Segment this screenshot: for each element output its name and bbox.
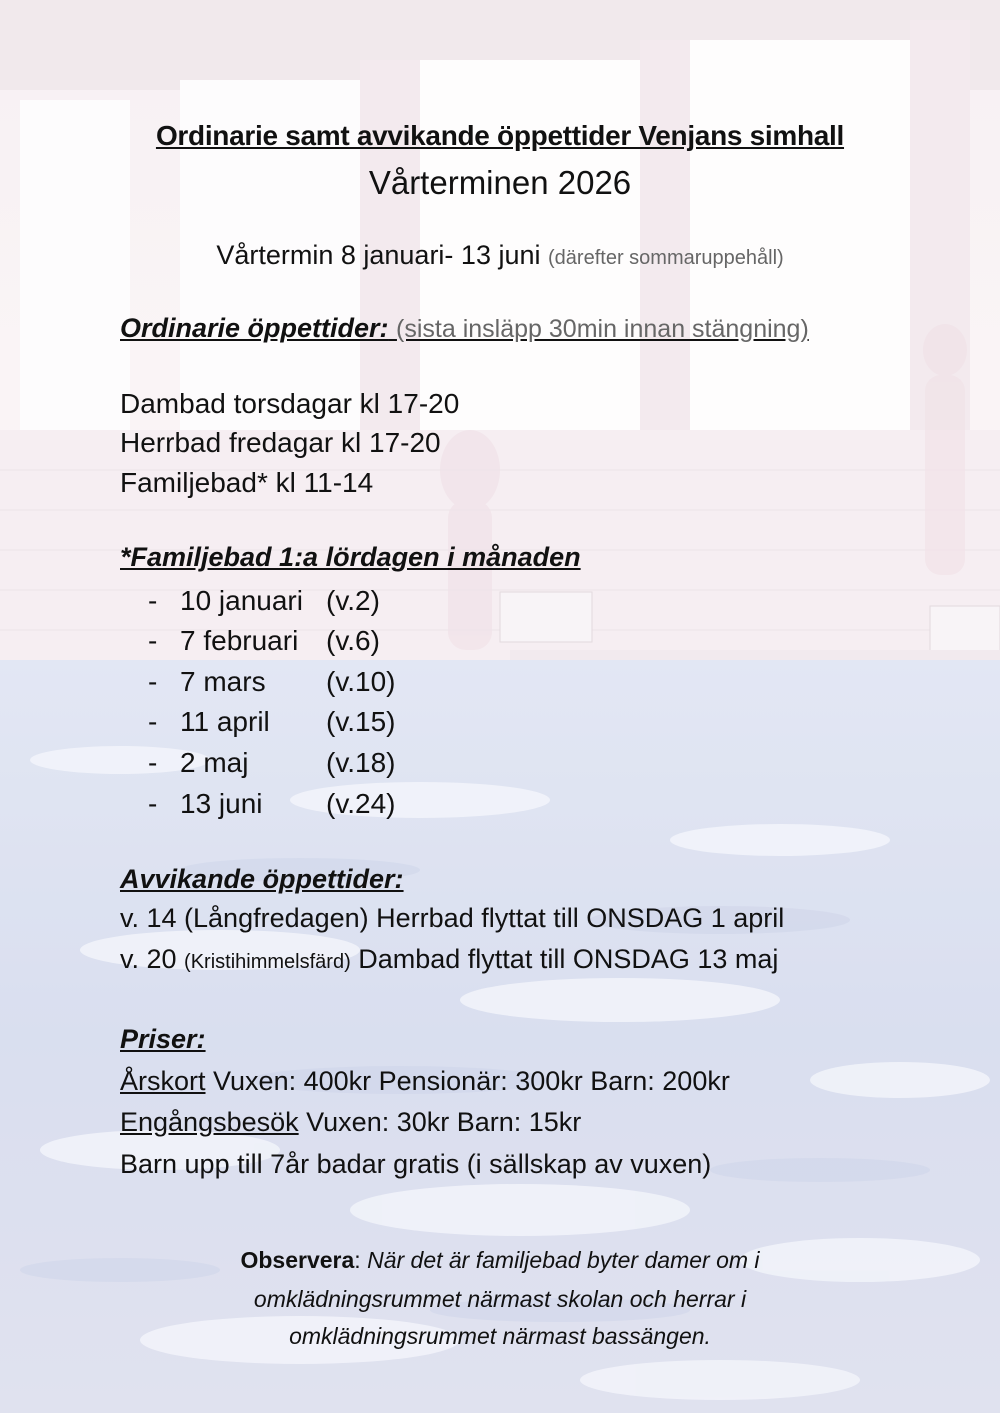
family-week: (v.15) — [326, 706, 396, 737]
family-date: 10 januari — [180, 585, 303, 616]
deviating-week: v. 20 — [120, 944, 177, 974]
deviating-holiday: (Kristihimmelsfärd) — [184, 951, 351, 973]
deviating-heading: Avvikande öppettider: — [120, 864, 404, 894]
page-title: Ordinarie samt avvikande öppettider Venjans simhall — [155, 120, 845, 151]
annual-label: Årskort — [120, 1066, 206, 1096]
ordinary-heading-line — [120, 313, 809, 344]
ordinary-line-3: Familjebad* kl 11-14 — [120, 467, 374, 498]
page-subtitle: Vårterminen 2026 — [368, 164, 632, 201]
family-date-row: - 10 januari (v.2) — [148, 585, 380, 616]
term-text: Vårtermin 8 januari- 13 juni — [216, 240, 541, 270]
deviating-line-2 — [120, 944, 778, 975]
family-week: (v.24) — [326, 788, 396, 819]
observe-line-3 — [0, 1323, 1000, 1350]
family-date: 11 april — [180, 706, 270, 737]
term-note: (därefter sommaruppehåll) — [548, 247, 784, 269]
term-line — [0, 240, 1000, 271]
family-date-row: - 7 mars (v.10) — [148, 666, 396, 697]
family-week: (v.6) — [326, 625, 380, 656]
family-date: 13 juni — [180, 788, 263, 819]
prices-free: Barn upp till 7år badar gratis (i sällskap av vuxen) — [120, 1149, 712, 1179]
observe-text-3: omklädningsrummet närmast bassängen. — [289, 1323, 711, 1349]
annual-text: Vuxen: 400kr Pensionär: 300kr Barn: 200kr — [213, 1066, 730, 1096]
family-week: (v.2) — [326, 585, 380, 616]
ordinary-heading: Ordinarie öppettider: — [120, 313, 389, 343]
family-date-row: - 7 februari (v.6) — [148, 625, 380, 656]
family-heading: *Familjebad 1:a lördagen i månaden — [120, 542, 581, 572]
observe-label: Observera — [240, 1247, 355, 1273]
family-date: 7 mars — [180, 666, 266, 697]
family-week: (v.18) — [326, 747, 396, 778]
deviating-change: Dambad flyttat till ONSDAG 13 maj — [358, 944, 779, 974]
family-date: 2 maj — [180, 747, 249, 778]
observe-line-1: Observera: När det är familjebad byter damer om i — [240, 1247, 760, 1273]
observe-line-2 — [0, 1286, 1000, 1313]
ordinary-line-2: Herrbad fredagar kl 17-20 — [120, 427, 441, 458]
ordinary-line-1: Dambad torsdagar kl 17-20 — [120, 388, 460, 419]
observe-text-1: När det är familjebad byter damer om i — [367, 1247, 760, 1273]
prices-annual — [120, 1066, 730, 1097]
family-date-row: - 13 juni (v.24) — [148, 788, 396, 819]
deviating-line-1: v. 14 (Långfredagen) Herrbad flyttat till ONSDAG 1 april — [120, 903, 785, 933]
family-week: (v.10) — [326, 666, 396, 697]
single-text: Vuxen: 30kr Barn: 15kr — [306, 1107, 582, 1137]
family-date: 7 februari — [180, 625, 299, 656]
family-date-row: - 2 maj (v.18) — [148, 747, 396, 778]
prices-single — [120, 1107, 581, 1138]
family-date-row: - 11 april (v.15) — [148, 706, 396, 737]
ordinary-note: (sista insläpp 30min innan stängning) — [396, 315, 809, 343]
single-label: Engångsbesök — [120, 1107, 299, 1137]
prices-heading: Priser: — [120, 1024, 206, 1054]
observe-text-2: omklädningsrummet närmast skolan och herrar i — [253, 1286, 747, 1312]
